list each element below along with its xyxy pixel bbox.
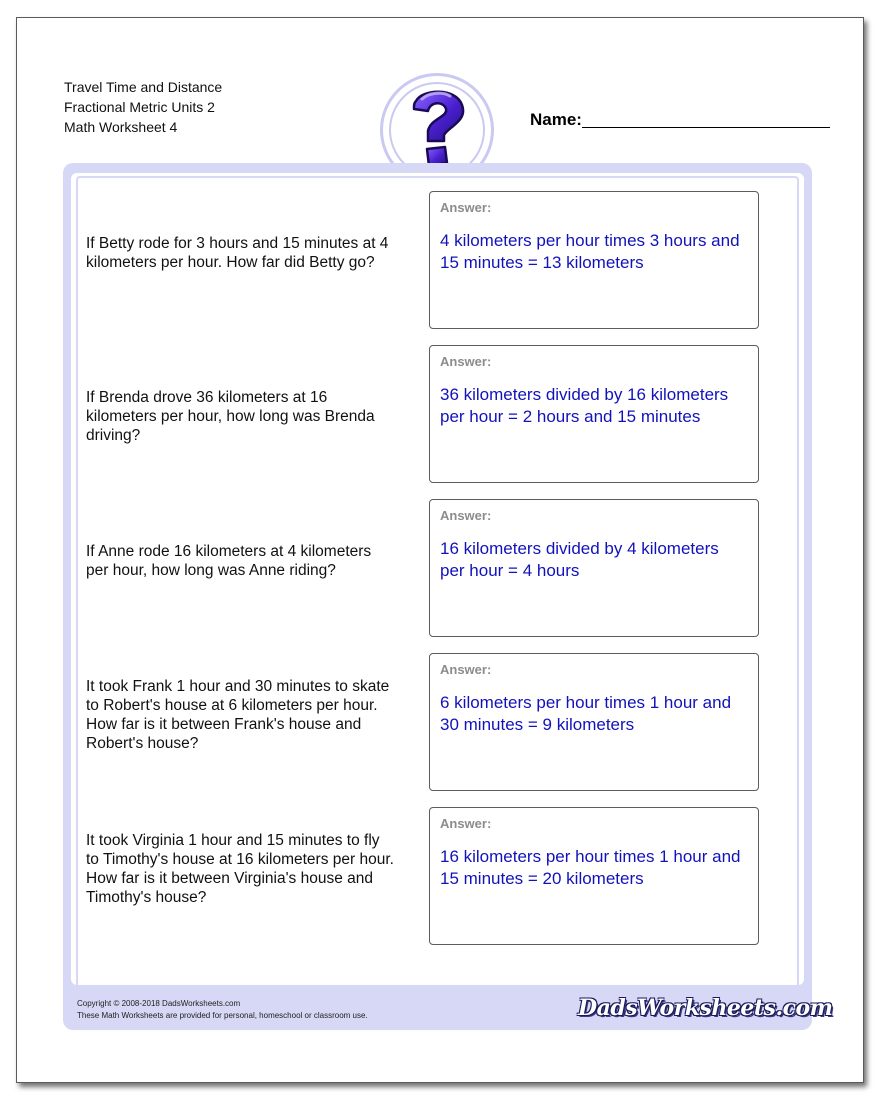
title-line-3: Math Worksheet 4 (64, 119, 178, 135)
question-text: If Anne rode 16 kilometers at 4 kilometers per hour, how long was Anne riding? (86, 543, 372, 579)
name-field-line[interactable] (582, 127, 830, 128)
answer-label: Answer: (440, 662, 492, 677)
question-text: If Betty rode for 3 hours and 15 minutes at 4 kilometers per hour. How far did Betty go? (86, 235, 389, 271)
copyright-line: Copyright © 2008-2018 DadsWorksheets.com (77, 999, 241, 1008)
worksheet-title-block (64, 77, 222, 137)
answer-box[interactable] (429, 345, 759, 483)
title-line-2: Fractional Metric Units 2 (64, 99, 215, 115)
question-mark-icon (402, 87, 472, 173)
copyright-notice (77, 998, 368, 1022)
title-line-1: Travel Time and Distance (64, 79, 223, 95)
answer-box[interactable] (429, 807, 759, 945)
question-text: It took Virginia 1 hour and 15 minutes to fly to Timothy's house at 16 kilometers per hour. How far is it between Virginia's house and Timothy's house? (86, 832, 394, 906)
answer-label: Answer: (440, 816, 492, 831)
question-text: If Brenda drove 36 kilometers at 16 kilometers per hour, how long was Brenda driving? (86, 389, 375, 444)
answer-text: 16 kilometers divided by 4 kilometers per hour = 4 hours (440, 539, 719, 580)
answer-text: 36 kilometers divided by 16 kilometers per hour = 2 hours and 15 minutes (440, 385, 729, 426)
answer-label: Answer: (440, 200, 492, 215)
answer-text: 6 kilometers per hour times 1 hour and 30 minutes = 9 kilometers (440, 693, 732, 734)
brand-logo: DadsWorksheets.com (578, 995, 833, 1021)
answer-label: Answer: (440, 354, 492, 369)
answer-text: 16 kilometers per hour times 1 hour and 15 minutes = 20 kilometers (440, 847, 741, 888)
answer-box[interactable] (429, 653, 759, 791)
answer-box[interactable] (429, 191, 759, 329)
question-text: It took Frank 1 hour and 30 minutes to skate to Robert's house at 6 kilometers per hour. How far is it between Frank's house and Robert's house? (86, 678, 390, 752)
answer-box[interactable] (429, 499, 759, 637)
answer-label: Answer: (440, 508, 492, 523)
name-label: Name: (530, 110, 582, 129)
answer-text: 4 kilometers per hour times 3 hours and 15 minutes = 13 kilometers (440, 231, 740, 272)
usage-notice: These Math Worksheets are provided for personal, homeschool or classroom use. (77, 1011, 368, 1020)
